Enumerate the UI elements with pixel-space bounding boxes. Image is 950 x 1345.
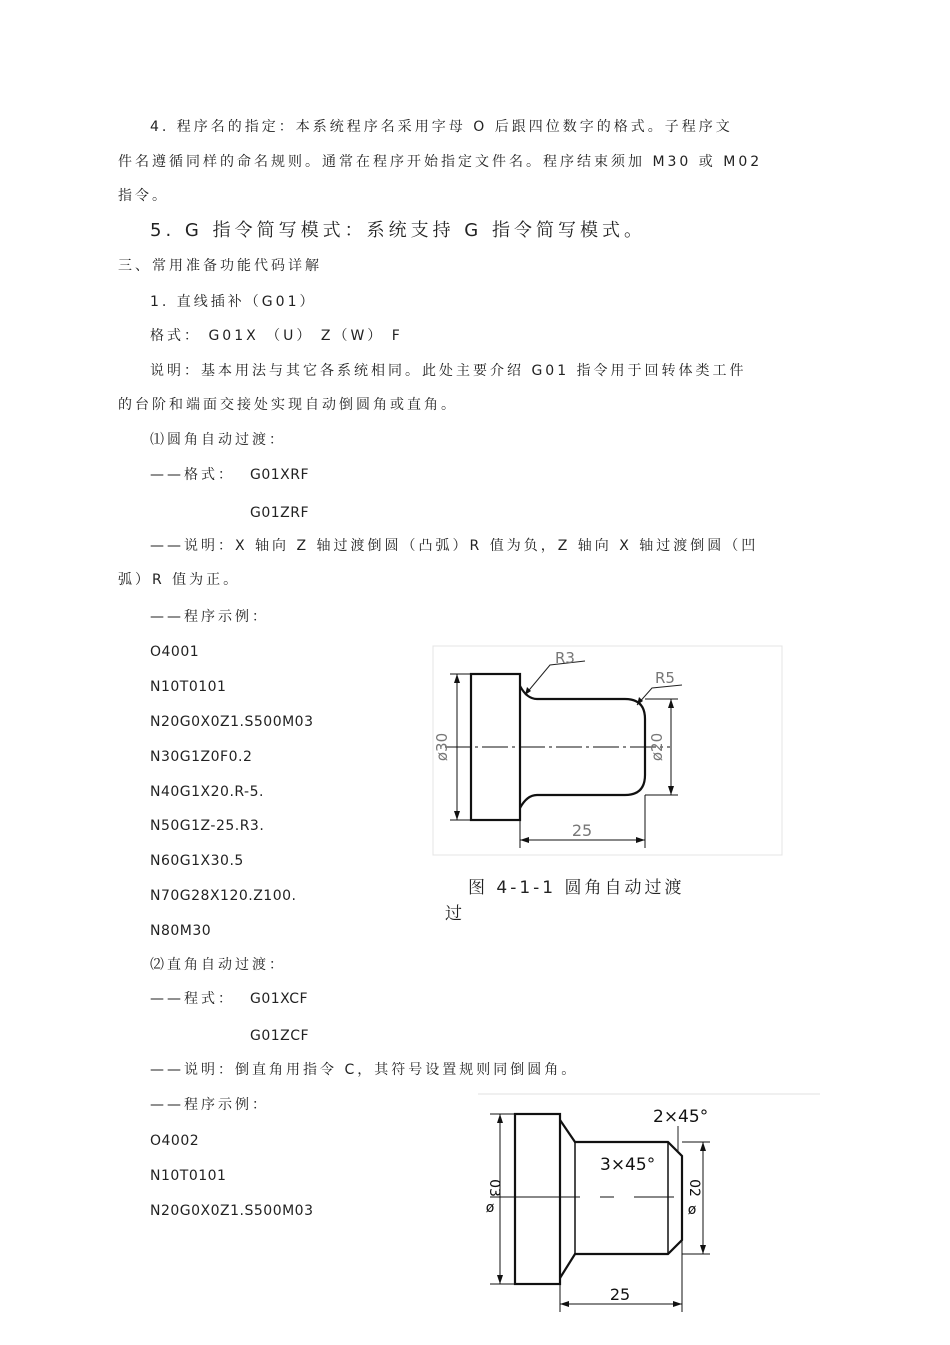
program-line: N60G1X30.5 xyxy=(150,853,244,869)
g01-desc-line1: 说明：基本用法与其它各系统相同。此处主要介绍 G01 指令用于回转体类工件 xyxy=(150,363,747,379)
label-d20: ø20 xyxy=(648,732,666,762)
label-r3: R3 xyxy=(555,649,575,667)
program-line: N20G0X0Z1.S500M03 xyxy=(150,714,314,730)
round-example-label: ——程序示例： xyxy=(150,609,269,625)
figure-round-transition xyxy=(430,643,785,858)
label-d20-symbol: ø xyxy=(687,1202,697,1218)
figure1-caption: 图 4-1-1 圆角自动过渡 xyxy=(468,878,685,898)
section5-text: 5. G 指令简写模式：系统支持 G 指令简写模式。 xyxy=(150,220,646,241)
chamfer-format-label: ——程式： xyxy=(150,991,235,1007)
program-line: N30G1Z0F0.2 xyxy=(150,749,253,765)
round-heading: ⑴圆角自动过渡： xyxy=(150,432,286,448)
program-line: N50G1Z-25.R3. xyxy=(150,818,265,834)
program-line: N70G28X120.Z100. xyxy=(150,888,297,904)
label-d30-symbol: ø xyxy=(485,1200,495,1216)
program-line: N20G0X0Z1.S500M03 xyxy=(150,1203,314,1219)
round-desc-line1: ——说明：X 轴向 Z 轴过渡倒圆（凸弧）R 值为负，Z 轴向 X 轴过渡倒圆（凹 xyxy=(150,538,759,554)
round-format2: G01ZRF xyxy=(250,505,310,521)
chamfer-example-label: ——程序示例： xyxy=(150,1097,269,1113)
section4-line1: 4. 程序名的指定：本系统程序名采用字母 O 后跟四位数字的格式。子程序文 xyxy=(150,119,733,135)
section3-heading: 三、常用准备功能代码详解 xyxy=(118,258,322,274)
figure-chamfer-transition xyxy=(470,1090,825,1320)
round-desc-line2: 弧）R 值为正。 xyxy=(118,572,241,588)
program-line: N80M30 xyxy=(150,923,212,939)
program-line: N10T0101 xyxy=(150,1168,227,1184)
label-d30: ø30 xyxy=(433,732,451,762)
program-line: N10T0101 xyxy=(150,679,227,695)
figure1-caption-extra: 过 xyxy=(445,904,465,924)
round-format1: G01XRF xyxy=(250,467,310,483)
program-line: N40G1X20.R-5. xyxy=(150,784,264,800)
label-d20-digits: 02 xyxy=(686,1179,702,1197)
program-line: O4002 xyxy=(150,1133,200,1149)
chamfer-desc: ——说明：倒直角用指令 C，其符号设置规则同倒圆角。 xyxy=(150,1062,579,1078)
chamfer-heading: ⑵直角自动过渡： xyxy=(150,957,286,973)
section4-line3: 指令。 xyxy=(118,188,169,204)
chamfer-format1: G01XCF xyxy=(250,991,309,1007)
g01-desc-line2: 的台阶和端面交接处实现自动倒圆角或直角。 xyxy=(118,397,458,413)
label-length: 25 xyxy=(571,821,593,840)
g01-heading: 1. 直线插补（G01） xyxy=(150,294,317,310)
label-chamfer-3x45: 3×45° xyxy=(600,1155,656,1175)
label-d30-digits: 03 xyxy=(486,1179,502,1197)
section4-line2: 件名遵循同样的命名规则。通常在程序开始指定文件名。程序结束须加 M30 或 M02 xyxy=(118,154,763,170)
shaft-outline xyxy=(560,1120,682,1278)
label-length: 25 xyxy=(609,1285,631,1304)
round-format-label: ——格式： xyxy=(150,467,235,483)
chamfer-format2: G01ZCF xyxy=(250,1028,310,1044)
g01-format: 格式： G01X （U） Z（W） F xyxy=(150,328,403,344)
label-chamfer-2x45: 2×45° xyxy=(653,1107,709,1127)
flange-outline xyxy=(515,1114,560,1284)
program-line: O4001 xyxy=(150,644,200,660)
label-r5: R5 xyxy=(655,669,675,687)
